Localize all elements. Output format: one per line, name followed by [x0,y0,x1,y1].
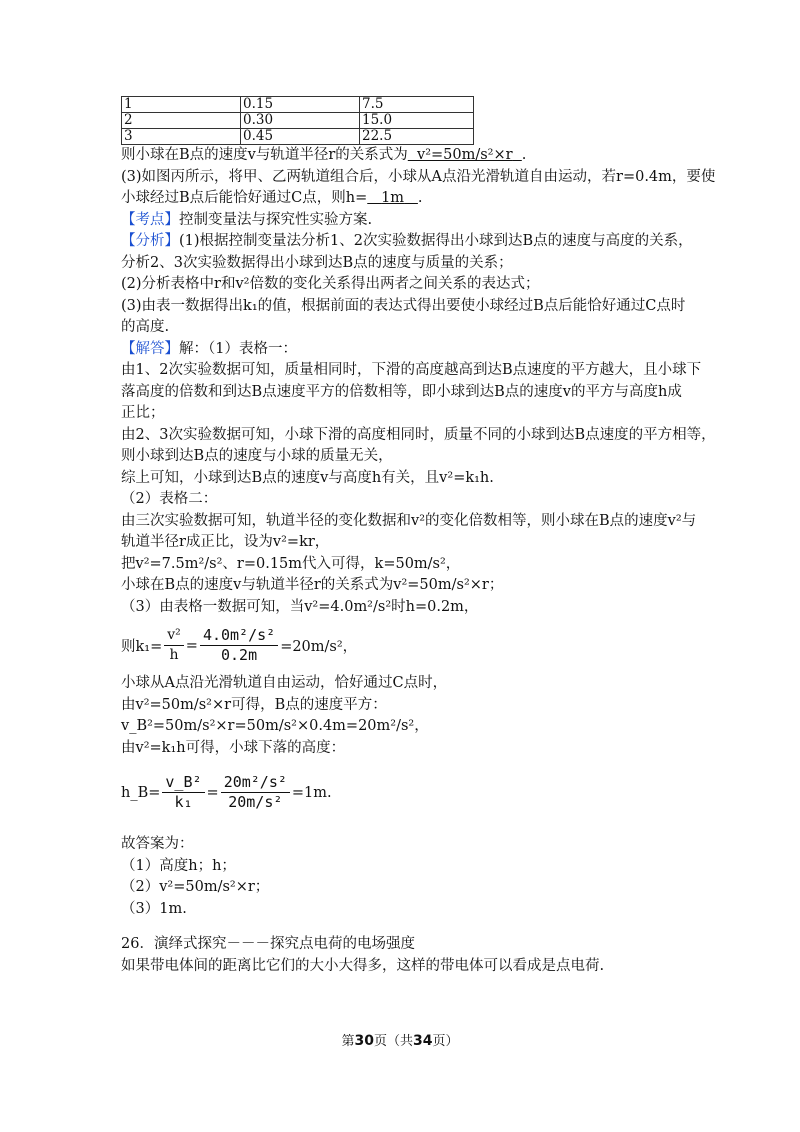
table-cell: 0.30 [241,113,360,129]
denominator: h [169,647,179,663]
kaodian-text: 控制变量法与探究性实验方案. [179,211,373,228]
question-text: 小球经过B点后能恰好通过C点，则h= [121,190,368,206]
spacer [121,920,681,934]
solution-line: 综上可知，小球到达B点的速度v与高度h有关，且v²=k₁h. [121,469,494,486]
solution-line: 由v²=50m/s²×r可得，B点的速度平方： [121,696,387,713]
denominator: k₁ [174,793,193,811]
solution-line: 则小球到达B点的速度与小球的质量无关， [121,448,393,464]
equation-text: =1m. [291,784,332,801]
fenxi-line: 分析2、3次实验数据得出小球到达B点的速度与质量的关系； [121,254,513,271]
footer-text: 页（共 [373,1034,413,1049]
numerator: v_B² [162,773,204,793]
answer-head: 故答案为： [121,836,194,852]
kaodian-tag: 【考点】 [121,211,179,228]
fraction [164,626,184,665]
fenxi-line: (3)由表一数据得出k₁的值，根据前面的表达式得出要使小球经过B点后能恰好通过C点时 [121,297,686,314]
fraction [162,773,204,812]
page-footer [0,1030,800,1049]
question-26-title: 26．演绎式探究－－－探究点电荷的电场强度 [121,936,415,952]
answer-line: （2）v²=50m/s²×r； [121,879,270,895]
equation-text: =20m/s²， [280,639,358,655]
solution-line: （3）由表格一数据可知，当v²=4.0m²/s²时h=0.2m， [121,598,479,615]
fenxi-line [121,231,693,253]
table-cell: 2 [122,113,241,129]
question-line [121,145,681,167]
table-row [122,113,474,129]
fenxi-tag: 【分析】 [121,233,179,249]
solution-line: v_B²=50m/s²×r=50m/s²×0.4m=20m²/s²， [121,718,429,734]
equation-text: 则k₁= [121,639,163,655]
document-page [121,96,716,977]
table-cell: 1 [122,97,241,113]
solution-line: 小球在B点的速度v与轨道半径r的关系式为v²=50m/s²×r； [121,577,504,593]
solution-line: 把v²=7.5m²/s²、r=0.15m代入可得，k=50m/s²， [121,555,461,572]
spacer [121,820,681,834]
question-26-text: 如果带电体间的距离比它们的大小大得多，这样的带电体可以看成是点电荷. [121,957,605,974]
table-cell: 22.5 [360,129,474,145]
solution-line: 小球从A点沿光滑轨道自由运动，恰好通过C点时， [121,675,448,691]
answer-text: 1m [381,190,405,206]
fenxi-line: 的高度. [121,319,170,335]
solution-line: 由三次实验数据可知，轨道半径的变化数据和v²的变化倍数相等，则小球在B点的速度v²与 [121,512,697,529]
question-line [121,188,681,210]
question-text: 则小球在B点的速度v与轨道半径r的关系式为 [121,147,408,163]
footer-text: 页） [432,1034,459,1049]
jieda-tag: 【解答】 [121,340,179,357]
table-cell: 15.0 [360,113,474,129]
hb-equation [121,773,681,812]
answer-text: v²=50m/s²×r [417,147,513,163]
answer-line: （3）1m. [121,900,187,917]
solution-line: 由v²=k₁h可得，小球下落的高度： [121,739,346,756]
equals: = [206,784,219,801]
solution-line: （2）表格二： [121,491,218,507]
fraction [221,773,290,812]
question-line: (3)如图丙所示，将甲、乙两轨道组合后，小球从A点沿光滑轨道自由运动，若r=0.4m，要使 [121,168,716,185]
punct: . [417,190,423,206]
equation-text: h_B= [121,784,161,801]
k1-equation [121,626,681,665]
solution-line: 由1、2次实验数据可知，质量相同时，下滑的高度越高到达B点速度的平方越大，且小球下 [121,362,702,378]
equals: = [185,637,198,654]
denominator: 0.2m [221,646,258,664]
data-table [121,96,474,145]
fenxi-line: (2)分析表格中r和v²倍数的变化关系得出两者之间关系的表达式； [121,276,540,292]
answer-line: （1）高度h；h； [121,857,236,874]
answer-blank [367,190,418,206]
footer-text: 第 [341,1034,355,1049]
solution-line: 轨道半径r成正比，设为v²=kr， [121,534,330,550]
table-cell: 0.15 [241,97,360,113]
table-row [122,129,474,145]
kaodian-line [121,210,681,232]
solution-line: 落高度的倍数和到达B点速度平方的倍数相等，即小球到达B点的速度v的平方与高度h成 [121,383,682,400]
numerator: 4.0m²/s² [200,626,278,646]
table-row [122,97,474,113]
table-cell: 7.5 [360,97,474,113]
page-number: 30 [354,1033,374,1049]
jieda-text: 解：（1）表格一： [179,340,297,357]
denominator: 20m/s² [228,793,283,811]
answer-blank [408,147,522,163]
solution-line: 由2、3次实验数据可知，小球下滑的高度相同时，质量不同的小球到达B点速度的平方相等， [121,426,716,443]
table-cell: 0.45 [241,129,360,145]
page-total: 34 [413,1033,433,1049]
fenxi-text: (1)根据控制变量法分析1、2次实验数据得出小球到达B点的速度与高度的关系， [179,233,693,249]
numerator: v² [164,626,184,646]
punct: . [521,147,527,163]
fraction [200,626,278,665]
solution-line: 正比； [121,405,165,421]
jieda-line [121,339,681,361]
table-cell: 3 [122,129,241,145]
numerator: 20m²/s² [221,773,290,793]
